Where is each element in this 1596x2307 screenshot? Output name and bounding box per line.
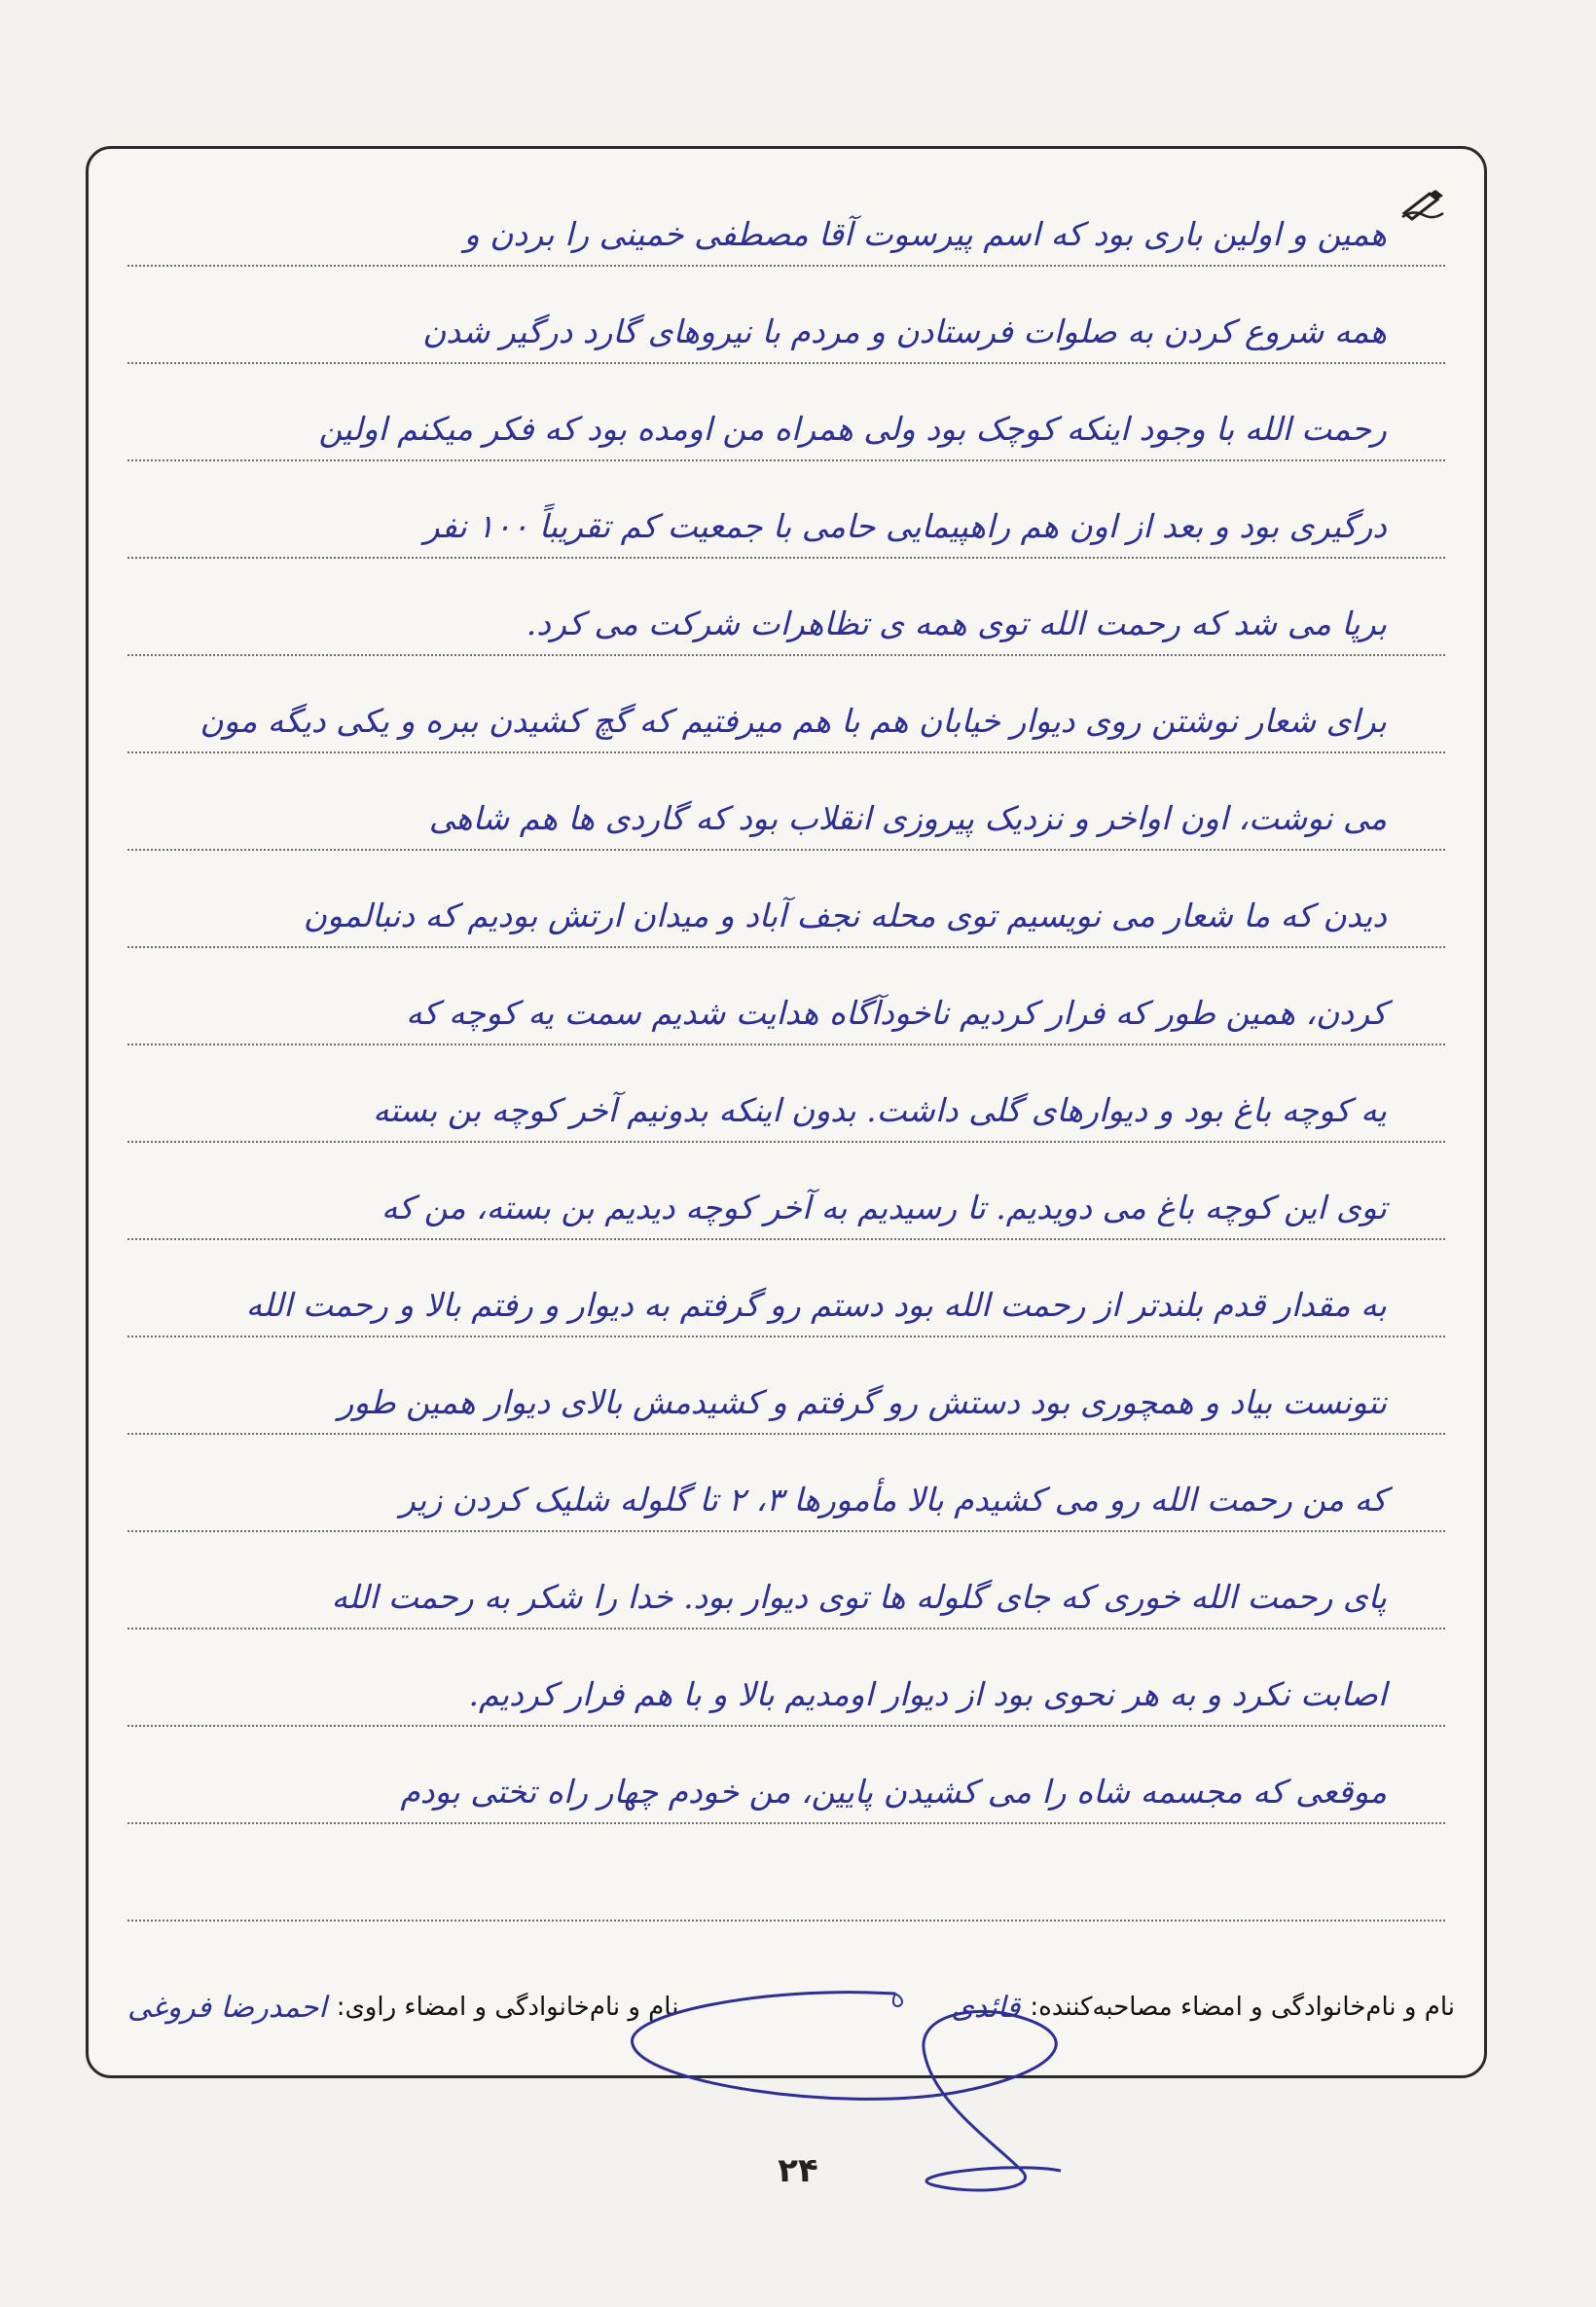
handwritten-line: دیدن که ما شعار می نویسیم توی محله نجف آباد و میدان ارتش بودیم که دنبالمون xyxy=(127,884,1445,948)
page-number: ۲۴ xyxy=(778,2151,818,2190)
interviewer-signature: قائدی xyxy=(951,1990,1021,2025)
handwritten-line: درگیری بود و بعد از اون هم راهپیمایی حامی با جمعیت کم تقریباً ۱۰۰ نفر xyxy=(127,494,1445,559)
narrator-label: نام و نام‌خانوادگی و امضاء راوی: xyxy=(336,1993,679,2022)
handwritten-line: یه کوچه باغ بود و دیوارهای گلی داشت. بدون اینکه بدونیم آخر کوچه بن بسته xyxy=(127,1079,1445,1143)
handwritten-line: همه شروع کردن به صلوات فرستادن و مردم با نیروهای گارد درگیر شدن xyxy=(127,300,1445,364)
handwritten-line-empty xyxy=(127,1857,1445,1922)
handwritten-line: نتونست بیاد و همچوری بود دستش رو گرفتم و کشیدمش بالای دیوار همین طور xyxy=(127,1371,1445,1435)
handwritten-line: موقعی که مجسمه شاه را می کشیدن پایین، من خودم چهار راه تختی بودم xyxy=(127,1760,1445,1824)
handwritten-line: می نوشت، اون اواخر و نزدیک پیروزی انقلاب بود که گاردی ها هم شاهی xyxy=(127,787,1445,851)
handwritten-line: پای رحمت الله خوری که جای گلوله ها توی دیوار بود. خدا را شکر به رحمت الله xyxy=(127,1565,1445,1630)
handwritten-line: برای شعار نوشتن روی دیوار خیابان هم با هم میرفتیم که گچ کشیدن ببره و یکی دیگه مون xyxy=(127,689,1445,753)
handwritten-line: که من رحمت الله رو می کشیدم بالا مأمورها ۳، ۲ تا گلوله شلیک کردن زیر xyxy=(127,1468,1445,1532)
handwritten-line: رحمت الله با وجود اینکه کوچک بود ولی همراه من اومده بود که فکر میکنم اولین xyxy=(127,397,1445,461)
narrator-signature-field xyxy=(127,1991,678,2025)
handwritten-line: برپا می شد که رحمت الله توی همه ی تظاهرات شرکت می کرد. xyxy=(127,592,1445,656)
handwritten-line: توی این کوچه باغ می دویدیم. تا رسیدیم به آخر کوچه دیدیم بن بسته، من که xyxy=(127,1176,1445,1240)
handwritten-line: اصابت نکرد و به هر نحوی بود از دیوار اومدیم بالا و با هم فرار کردیم. xyxy=(127,1663,1445,1727)
handwritten-line: به مقدار قدم بلندتر از رحمت الله بود دستم رو گرفتم به دیوار و رفتم بالا و رحمت الله xyxy=(127,1273,1445,1337)
handwritten-line: کردن، همین طور که فرار کردیم ناخودآگاه هدایت شدیم سمت یه کوچه که xyxy=(127,981,1445,1045)
handwritten-text-area xyxy=(127,202,1445,2075)
form-sheet xyxy=(86,146,1487,2078)
handwritten-line: همین و اولین باری بود که اسم پیرسوت آقا مصطفی خمینی را بردن و xyxy=(127,202,1445,267)
narrator-signature: احمدرضا فروغی xyxy=(127,1990,327,2025)
interviewer-label: نام و نام‌خانوادگی و امضاء مصاحبه‌کننده: xyxy=(1030,1993,1455,2022)
